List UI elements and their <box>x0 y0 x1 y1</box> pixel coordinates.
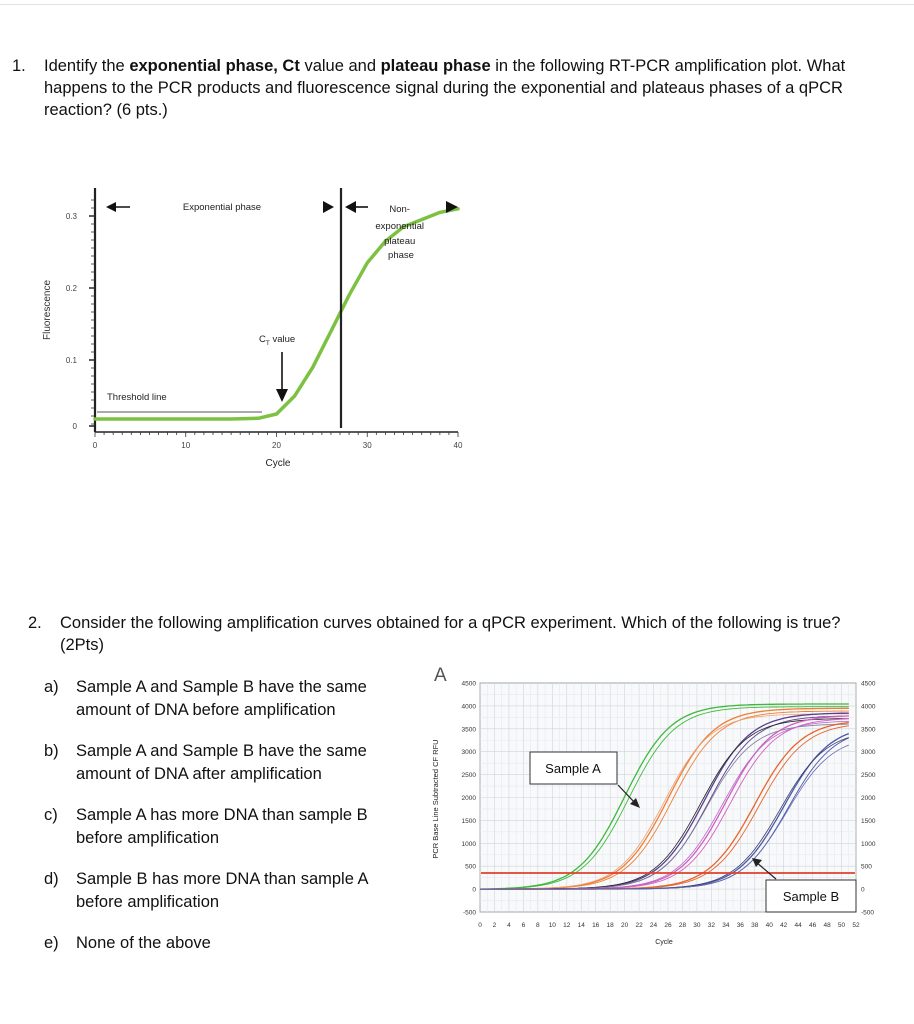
option-e-label: e) <box>44 934 59 952</box>
option-b[interactable] <box>44 740 414 786</box>
fig2-ytick-left: 3500 <box>461 726 476 734</box>
fig2-xtick-label: 48 <box>823 922 831 929</box>
fig2-panel-label: A <box>434 665 447 686</box>
fig2-xtick-label: 6 <box>521 922 526 929</box>
option-e-text: None of the above <box>76 934 211 952</box>
fig2-ytick-right: 2500 <box>861 772 876 780</box>
ct-value-label <box>259 334 295 347</box>
q1-seg-2: value and <box>299 57 381 75</box>
ct-label-main: C <box>259 334 266 345</box>
qpcr-curves-figure <box>420 655 914 955</box>
fig2-ytick-left: 500 <box>465 863 476 871</box>
amplification-plot-figure <box>30 180 480 480</box>
fig2-xtick-label: 52 <box>852 922 860 929</box>
option-d-label: d) <box>44 870 59 888</box>
fig2-ylabel: PCR Base Line Subtracted CF RFU <box>431 739 440 859</box>
plateau-label <box>375 204 426 261</box>
fig1-xtick-label: 40 <box>453 441 463 450</box>
fig2-xtick-label: 32 <box>707 922 716 929</box>
plateau-label-1: Non- <box>389 204 410 215</box>
fig2-ytick-right: 0 <box>861 886 865 894</box>
fig2-xtick-label: 26 <box>664 922 672 929</box>
fig2-xtick-label: 30 <box>693 922 701 929</box>
option-c[interactable] <box>44 804 414 850</box>
fig2-ytick-left: 1000 <box>461 840 476 848</box>
fig2-ytick-left: 4500 <box>461 680 476 688</box>
fig2-ytick-right: 2000 <box>861 795 876 802</box>
fig2-xtick-label: 2 <box>492 922 497 929</box>
fig2-xtick-label: 44 <box>794 922 802 929</box>
fig2-ytick-left: 3000 <box>461 749 476 757</box>
fig2-xtick-label: 34 <box>722 922 730 929</box>
fig2-xtick-label: 40 <box>765 922 773 929</box>
q1-seg-0: Identify the <box>44 57 130 75</box>
fig2-ytick-right: 1500 <box>861 817 876 825</box>
question-2-text: Consider the following amplification curves obtained for a qPCR experiment. Which of the following is true? (2Pts) <box>60 614 841 654</box>
fig2-xtick-label: 22 <box>635 922 643 929</box>
exp-arrow-right-icon <box>323 201 334 213</box>
fig2-xtick-label: 20 <box>620 922 629 929</box>
fig2-ytick-right: 3500 <box>861 726 876 734</box>
sample-b-label: Sample B <box>782 889 840 904</box>
fig1-ytick-label: 0.2 <box>65 284 77 293</box>
exp-phase-label: Exponential phase <box>182 202 262 213</box>
option-b-label: b) <box>44 742 59 760</box>
fig2-ytick-right: 4000 <box>861 703 876 711</box>
ct-label-rest: value <box>269 334 296 345</box>
fig2-ytick-left: 4000 <box>461 703 476 711</box>
fig2-ytick-left: 2500 <box>461 772 476 780</box>
fig2-ytick-right: 500 <box>861 863 872 871</box>
plateau-label-4: phase <box>388 250 414 261</box>
fig2-xtick-label: 28 <box>678 922 687 929</box>
option-c-label: c) <box>44 806 58 824</box>
fig1-ytick-label: 0.1 <box>65 356 77 365</box>
plateau-label-3: plateau <box>384 236 416 247</box>
option-a-label: a) <box>44 678 59 696</box>
fig2-ytick-right: 3000 <box>861 749 876 757</box>
q1-seg-3: plateau phase <box>380 57 491 75</box>
option-b-text: Sample A and Sample B have the same amount of DNA after amplification <box>76 742 367 783</box>
fig2-xtick-label: 42 <box>780 922 788 929</box>
fig2-xtick-label: 14 <box>577 922 585 929</box>
option-a-text: Sample A and Sample B have the same amount of DNA before amplification <box>76 678 367 719</box>
fig1-xlabel: Cycle <box>265 458 291 469</box>
fig1-xtick-label: 30 <box>362 441 372 450</box>
fig2-xtick-label: 4 <box>507 922 511 929</box>
fig1-xtick-label: 20 <box>272 441 281 450</box>
option-e[interactable] <box>44 932 414 955</box>
question-1 <box>12 55 892 121</box>
fig2-ytick-left: -500 <box>462 909 476 917</box>
top-divider <box>0 4 914 5</box>
exp-arrow-left-icon <box>106 202 116 212</box>
ct-arrow-down-icon <box>276 389 288 402</box>
sample-a-label: Sample A <box>545 761 601 776</box>
fig1-ytick-label: 0.3 <box>65 212 77 221</box>
fig2-ytick-left: 0 <box>472 886 476 894</box>
fig2-xtick-label: 8 <box>536 922 540 929</box>
fig2-ytick-right: 1000 <box>861 840 876 848</box>
fig1-ylabel: Fluorescence <box>42 279 53 341</box>
fig2-xtick-label: 46 <box>808 922 817 929</box>
fig2-ytick-left: 1500 <box>461 817 476 825</box>
ct-label-sub: T <box>265 340 270 347</box>
fig1-ytick-label: 0 <box>72 422 77 431</box>
fig1-xtick-label: 10 <box>181 441 191 450</box>
fig2-xtick-label: 18 <box>606 922 614 929</box>
option-d-text: Sample B has more DNA than sample A before amplification <box>76 870 368 911</box>
fig2-ytick-left: 2000 <box>461 795 476 802</box>
fig1-xtick-label: 0 <box>92 441 98 450</box>
fig2-xtick-label: 50 <box>837 922 846 929</box>
fig2-ytick-right: 4500 <box>861 680 876 688</box>
fig2-xtick-label: 38 <box>751 922 759 929</box>
threshold-label: Threshold line <box>107 392 167 403</box>
fig2-xtick-label: 12 <box>563 922 571 929</box>
q1-seg-1: exponential phase, Ct <box>129 57 300 75</box>
fig2-xtick-label: 36 <box>736 922 744 929</box>
fig2-xtick-label: 0 <box>478 922 482 929</box>
option-d[interactable] <box>44 868 414 914</box>
fig2-xlabel: Cycle <box>655 939 673 946</box>
q1-seg-4: in the following RT-PCR amplification plot. What happens to the PCR products and fluorescence signal during the exponential and plateaus phases of a qPCR reaction? (6 pts.) <box>44 57 846 119</box>
fig2-ytick-right: -500 <box>861 909 875 917</box>
plateau-label-2: exponential <box>375 221 424 232</box>
option-a[interactable] <box>44 676 414 722</box>
question-1-text <box>44 55 892 121</box>
fig2-xtick-label: 10 <box>548 922 556 929</box>
question-2 <box>28 612 888 656</box>
question-2-number: 2. <box>28 614 42 632</box>
fig2-xtick-label: 16 <box>592 922 600 929</box>
option-c-text: Sample A has more DNA than sample B before amplification <box>76 806 368 847</box>
question-1-number: 1. <box>12 57 26 75</box>
fig2-xtick-label: 24 <box>649 922 658 929</box>
